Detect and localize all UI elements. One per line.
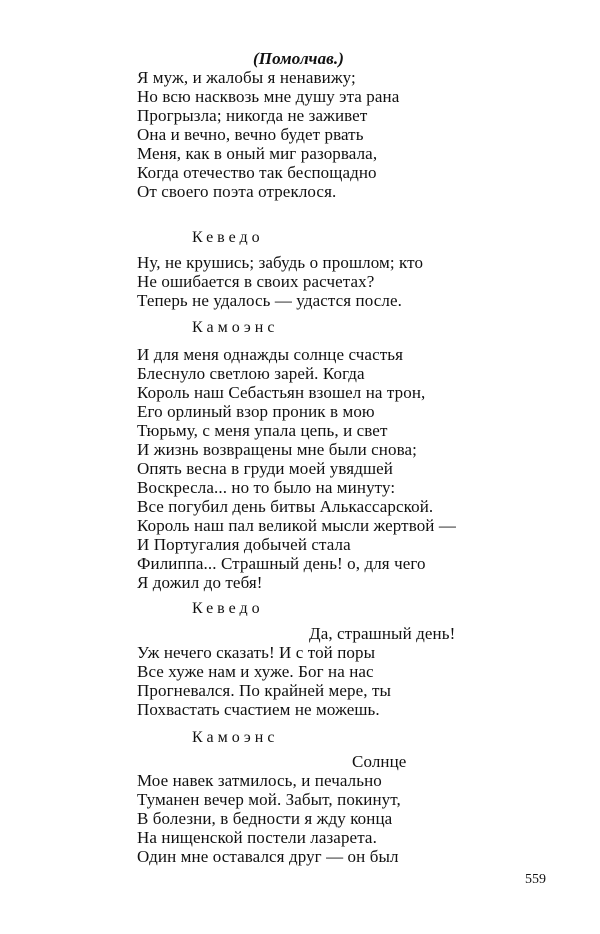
verse-line: Но всю насквозь мне душу эта рана — [137, 87, 400, 106]
verse-line: Тюрьму, с меня упала цепь, и свет — [137, 421, 388, 440]
verse-line: И для меня однажды солнце счастья — [137, 345, 404, 364]
verse-line: Прогневался. По крайней мере, ты — [137, 681, 392, 700]
verse-line: Солнце — [352, 752, 407, 771]
verse-line: Воскресла... но то было на минуту: — [137, 478, 396, 497]
verse-line: Я муж, и жалобы я ненавижу; — [137, 68, 356, 87]
verse-line: И Португалия добычей стала — [137, 535, 351, 554]
verse-line: Все хуже нам и хуже. Бог на нас — [137, 662, 374, 681]
verse-line: В болезни, в бедности я жду конца — [137, 809, 393, 828]
verse-line: И жизнь возвращены мне были снова; — [137, 440, 417, 459]
verse-line: Прогрызла; никогда не заживет — [137, 106, 368, 125]
verse-line: Мое навек затмилось, и печально — [137, 771, 382, 790]
verse-line: Все погубил день битвы Алькассарской. — [137, 497, 434, 516]
verse-line: Ну, не крушись; забудь о прошлом; кто — [137, 253, 424, 272]
verse-line: Туманен вечер мой. Забыт, покинут, — [137, 790, 401, 809]
verse-line: Не ошибается в своих расчетах? — [137, 272, 375, 291]
verse-line: Опять весна в груди моей увядшей — [137, 459, 393, 478]
verse-line: Уж нечего сказать! И с той поры — [137, 643, 376, 662]
verse-line: Похвастать счастием не можешь. — [137, 700, 380, 719]
speaker-name: Камоэнс — [192, 729, 279, 746]
verse-line: Теперь не удалось — удастся после. — [137, 291, 402, 310]
verse-line: От своего поэта отреклося. — [137, 182, 337, 201]
speaker-name: Камоэнс — [192, 319, 279, 336]
speaker-name: Кеведо — [192, 600, 264, 617]
verse-line: Меня, как в оный миг разорвала, — [137, 144, 378, 163]
stage-direction: (Помолчав.) — [253, 49, 344, 68]
speaker-name: Кеведо — [192, 229, 264, 246]
verse-line: Она и вечно, вечно будет рвать — [137, 125, 364, 144]
verse-line: На нищенской постели лазарета. — [137, 828, 377, 847]
verse-line: Да, страшный день! — [309, 624, 456, 643]
verse-line: Блеснуло светлою зарей. Когда — [137, 364, 365, 383]
verse-line: Я дожил до тебя! — [137, 573, 263, 592]
verse-line: Король наш Себастьян взошел на трон, — [137, 383, 426, 402]
verse-line: Его орлиный взор проник в мою — [137, 402, 375, 421]
verse-line: Когда отечество так беспощадно — [137, 163, 377, 182]
page-number: 559 — [525, 872, 546, 887]
verse-line: Король наш пал великой мысли жертвой — — [137, 516, 456, 535]
verse-line: Филиппа... Страшный день! о, для чего — [137, 554, 426, 573]
verse-line: Один мне оставался друг — он был — [137, 847, 399, 866]
